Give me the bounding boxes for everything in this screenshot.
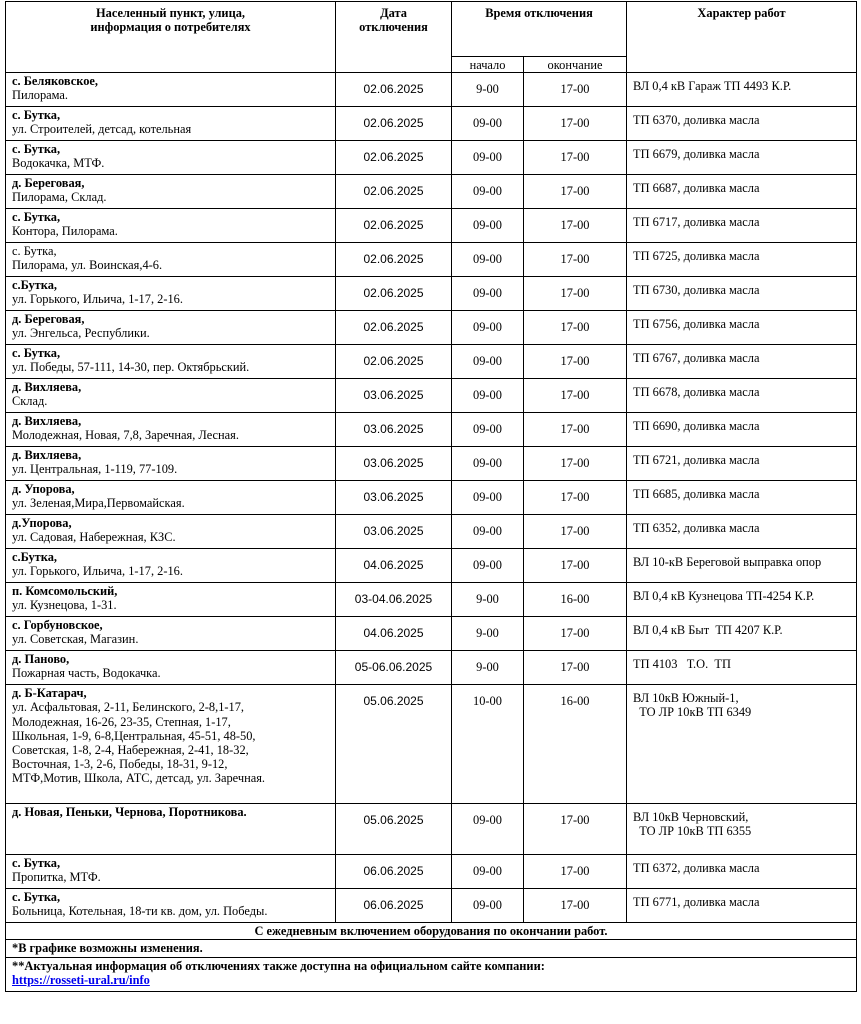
row-locality: [6, 447, 336, 481]
row-end-time: 17-00: [524, 515, 627, 549]
row-work-type: ТП 6687, доливка масла: [627, 175, 857, 209]
row-start-time: 09-00: [452, 209, 524, 243]
row-end-time: 17-00: [524, 481, 627, 515]
row-start-time: 09-00: [452, 107, 524, 141]
row-start-time: 09-00: [452, 141, 524, 175]
row-work-type: ВЛ 0,4 кВ Гараж ТП 4493 К.Р.: [627, 73, 857, 107]
row-start-time: 9-00: [452, 617, 524, 651]
row-locality: [6, 345, 336, 379]
row-date: 02.06.2025: [336, 107, 452, 141]
locality-name: с.Бутка,: [12, 278, 58, 293]
changes-note: *В графике возможны изменения.: [6, 940, 857, 957]
locality-details: Пилорама.: [12, 88, 69, 103]
table-row: [6, 651, 857, 685]
locality-details: ул. Садовая, Набережная, КЗС.: [12, 530, 176, 545]
row-start-time: 09-00: [452, 413, 524, 447]
locality-name: д. Вихляева,: [12, 448, 82, 463]
row-date: 05.06.2025: [336, 685, 452, 804]
row-start-time: 09-00: [452, 447, 524, 481]
row-date: 02.06.2025: [336, 73, 452, 107]
row-end-time: 17-00: [524, 617, 627, 651]
row-date: 06.06.2025: [336, 889, 452, 923]
row-end-time: 17-00: [524, 243, 627, 277]
table-row: [6, 311, 857, 345]
row-end-time: 17-00: [524, 447, 627, 481]
row-start-time: 9-00: [452, 651, 524, 685]
row-work-type: ТП 6767, доливка масла: [627, 345, 857, 379]
table-row: [6, 107, 857, 141]
outage-schedule-table: [5, 1, 857, 992]
row-work-type: ТП 6756, доливка масла: [627, 311, 857, 345]
row-end-time: 17-00: [524, 209, 627, 243]
row-end-time: 17-00: [524, 889, 627, 923]
row-end-time: 17-00: [524, 107, 627, 141]
row-end-time: 17-00: [524, 73, 627, 107]
row-locality: [6, 685, 336, 804]
locality-name: д. Вихляева,: [12, 380, 82, 395]
row-work-type: ТП 4103 Т.О. ТП: [627, 651, 857, 685]
locality-name: п. Комсомольский,: [12, 584, 118, 599]
row-locality: [6, 617, 336, 651]
row-locality: [6, 209, 336, 243]
table-row: [6, 855, 857, 889]
row-date: 04.06.2025: [336, 549, 452, 583]
row-start-time: 09-00: [452, 345, 524, 379]
row-end-time: 17-00: [524, 311, 627, 345]
row-work-type: ТП 6685, доливка масла: [627, 481, 857, 515]
row-date: 03.06.2025: [336, 379, 452, 413]
table-row: [6, 685, 857, 804]
row-date: 03.06.2025: [336, 413, 452, 447]
locality-name: с. Бутка,: [12, 346, 61, 361]
row-date: 03.06.2025: [336, 481, 452, 515]
row-locality: [6, 583, 336, 617]
row-work-type: ТП 6679, доливка масла: [627, 141, 857, 175]
row-locality: [6, 804, 336, 855]
locality-name: с.Бутка,: [12, 550, 58, 565]
row-end-time: 16-00: [524, 685, 627, 804]
table-row: [6, 73, 857, 107]
row-work-type: ТП 6721, доливка масла: [627, 447, 857, 481]
table-row: [6, 804, 857, 855]
locality-details: ул. Горького, Ильича, 1-17, 2-16.: [12, 292, 183, 307]
info-note-text: **Актуальная информация об отключениях также доступна на официальном сайте компании:: [12, 958, 545, 973]
row-locality: [6, 549, 336, 583]
row-work-type: ТП 6690, доливка масла: [627, 413, 857, 447]
schedule-rows: [6, 73, 857, 923]
locality-details: Пилорама, ул. Воинская,4-6.: [12, 258, 163, 273]
header-locality: Населенный пункт, улица, информация о потребителях: [6, 2, 336, 73]
row-end-time: 17-00: [524, 549, 627, 583]
row-date: 02.06.2025: [336, 277, 452, 311]
locality-name: с. Бутка,: [12, 142, 61, 157]
locality-name: д. Упорова,: [12, 482, 75, 497]
locality-details: ул. Зеленая,Мира,Первомайская.: [12, 496, 185, 511]
daily-note: С ежедневным включением оборудования по окончании работ.: [6, 923, 857, 940]
row-work-type: ТП 6730, доливка масла: [627, 277, 857, 311]
row-work-type: ВЛ 0,4 кВ Кузнецова ТП-4254 К.Р.: [627, 583, 857, 617]
locality-name: д. Береговая,: [12, 176, 85, 191]
locality-name: д. Паново,: [12, 652, 70, 667]
row-locality: [6, 243, 336, 277]
header-end: окончание: [524, 57, 627, 73]
row-start-time: 09-00: [452, 379, 524, 413]
locality-details: Больница, Котельная, 18-ти кв. дом, ул. Победы.: [12, 904, 268, 919]
row-locality: [6, 651, 336, 685]
table-row: [6, 481, 857, 515]
locality-details: Молодежная, Новая, 7,8, Заречная, Лесная.: [12, 428, 239, 443]
row-start-time: 09-00: [452, 889, 524, 923]
table-row: [6, 243, 857, 277]
row-end-time: 17-00: [524, 175, 627, 209]
table-row: [6, 209, 857, 243]
row-date: 05.06.2025: [336, 804, 452, 855]
row-start-time: 09-00: [452, 243, 524, 277]
row-end-time: 17-00: [524, 141, 627, 175]
locality-name: с. Бутка,: [12, 890, 61, 905]
locality-name: с. Бутка,: [12, 210, 61, 225]
row-locality: [6, 141, 336, 175]
row-locality: [6, 515, 336, 549]
row-date: 03.06.2025: [336, 515, 452, 549]
row-start-time: 10-00: [452, 685, 524, 804]
row-date: 05-06.06.2025: [336, 651, 452, 685]
locality-name: д. Береговая,: [12, 312, 85, 327]
row-end-time: 17-00: [524, 379, 627, 413]
row-locality: [6, 889, 336, 923]
row-start-time: 09-00: [452, 549, 524, 583]
row-start-time: 09-00: [452, 277, 524, 311]
row-end-time: 17-00: [524, 651, 627, 685]
row-work-type: ВЛ 10-кВ Береговой выправка опор: [627, 549, 857, 583]
header-time: Время отключения: [452, 2, 627, 57]
row-end-time: 17-00: [524, 804, 627, 855]
row-work-type: ТП 6771, доливка масла: [627, 889, 857, 923]
locality-details: Водокачка, МТФ.: [12, 156, 105, 171]
row-start-time: 09-00: [452, 311, 524, 345]
row-locality: [6, 379, 336, 413]
row-work-type: ТП 6717, доливка масла: [627, 209, 857, 243]
row-date: 02.06.2025: [336, 209, 452, 243]
row-date: 02.06.2025: [336, 311, 452, 345]
row-locality: [6, 481, 336, 515]
locality-details: Контора, Пилорама.: [12, 224, 118, 239]
locality-details: ул. Центральная, 1-119, 77-109.: [12, 462, 178, 477]
header-work: Характер работ: [627, 2, 857, 73]
table-row: [6, 889, 857, 923]
locality-name: д. Б-Катарач,: [12, 686, 87, 701]
row-work-type: ВЛ 10кВ Черновский, ТО ЛР 10кВ ТП 6355: [627, 804, 857, 855]
locality-details: ул. Асфальтовая, 2-11, Белинского, 2-8,1-17, Молодежная, 16-26, 23-35, Степная, 1-17, Школьная, 1-9, 6-8,Центральная, 45-51, 48-50, Советская, 1-8, 2-4, Набережная, 2-41, 18-32, Восточная, 1-3, 2-6, Победы, 18-31, 9-12, МТФ,Мотив, Школа, АТС, детсад, ул. Заречная.: [12, 700, 266, 786]
row-work-type: ТП 6372, доливка масла: [627, 855, 857, 889]
row-end-time: 17-00: [524, 345, 627, 379]
locality-details: Пропитка, МТФ.: [12, 870, 101, 885]
table-row: [6, 617, 857, 651]
row-date: 03.06.2025: [336, 447, 452, 481]
row-work-type: ТП 6678, доливка масла: [627, 379, 857, 413]
table-row: [6, 345, 857, 379]
row-locality: [6, 73, 336, 107]
row-work-type: ТП 6352, доливка масла: [627, 515, 857, 549]
row-locality: [6, 277, 336, 311]
locality-name: с. Бутка,: [12, 108, 61, 123]
row-start-time: 09-00: [452, 175, 524, 209]
row-start-time: 09-00: [452, 481, 524, 515]
locality-details: ул. Победы, 57-111, 14-30, пер. Октябрьский.: [12, 360, 250, 375]
row-end-time: 17-00: [524, 413, 627, 447]
locality-details: ул. Советская, Магазин.: [12, 632, 139, 647]
company-site-link[interactable]: https://rosseti-ural.ru/info: [12, 972, 150, 987]
locality-name: с. Горбуновское,: [12, 618, 103, 633]
locality-name: д.Упорова,: [12, 516, 72, 531]
row-date: 06.06.2025: [336, 855, 452, 889]
row-date: 02.06.2025: [336, 175, 452, 209]
row-date: 03-04.06.2025: [336, 583, 452, 617]
row-locality: [6, 855, 336, 889]
row-start-time: 09-00: [452, 855, 524, 889]
row-locality: [6, 175, 336, 209]
locality-details: ул. Строителей, детсад, котельная: [12, 122, 192, 137]
locality-details: Склад.: [12, 394, 48, 409]
locality-name: д. Новая, Пеньки, Чернова, Поротникова.: [12, 805, 247, 820]
table-row: [6, 515, 857, 549]
row-start-time: 09-00: [452, 515, 524, 549]
table-row: [6, 583, 857, 617]
row-locality: [6, 413, 336, 447]
row-locality: [6, 311, 336, 345]
table-row: [6, 379, 857, 413]
row-locality: [6, 107, 336, 141]
header-start: начало: [452, 57, 524, 73]
row-date: 02.06.2025: [336, 243, 452, 277]
row-date: 04.06.2025: [336, 617, 452, 651]
locality-name: д. Вихляева,: [12, 414, 82, 429]
locality-details: Пилорама, Склад.: [12, 190, 107, 205]
locality-details: ул. Энгельса, Республики.: [12, 326, 150, 341]
table-row: [6, 447, 857, 481]
row-start-time: 9-00: [452, 73, 524, 107]
table-row: [6, 141, 857, 175]
row-end-time: 17-00: [524, 855, 627, 889]
row-date: 02.06.2025: [336, 345, 452, 379]
row-work-type: ТП 6370, доливка масла: [627, 107, 857, 141]
row-end-time: 16-00: [524, 583, 627, 617]
header-date: Дата отключения: [336, 2, 452, 73]
table-row: [6, 277, 857, 311]
locality-name: с. Бутка,: [12, 244, 57, 259]
locality-details: ул. Горького, Ильича, 1-17, 2-16.: [12, 564, 183, 579]
locality-name: с. Бутка,: [12, 856, 61, 871]
locality-details: Пожарная часть, Водокачка.: [12, 666, 161, 681]
locality-name: с. Беляковское,: [12, 74, 99, 89]
table-row: [6, 175, 857, 209]
row-work-type: ТП 6725, доливка масла: [627, 243, 857, 277]
row-date: 02.06.2025: [336, 141, 452, 175]
row-start-time: 9-00: [452, 583, 524, 617]
table-row: [6, 549, 857, 583]
row-start-time: 09-00: [452, 804, 524, 855]
row-work-type: ВЛ 10кВ Южный-1, ТО ЛР 10кВ ТП 6349: [627, 685, 857, 804]
locality-details: ул. Кузнецова, 1-31.: [12, 598, 117, 613]
row-end-time: 17-00: [524, 277, 627, 311]
table-row: [6, 413, 857, 447]
info-note: [6, 957, 857, 991]
row-work-type: ВЛ 0,4 кВ Быт ТП 4207 К.Р.: [627, 617, 857, 651]
